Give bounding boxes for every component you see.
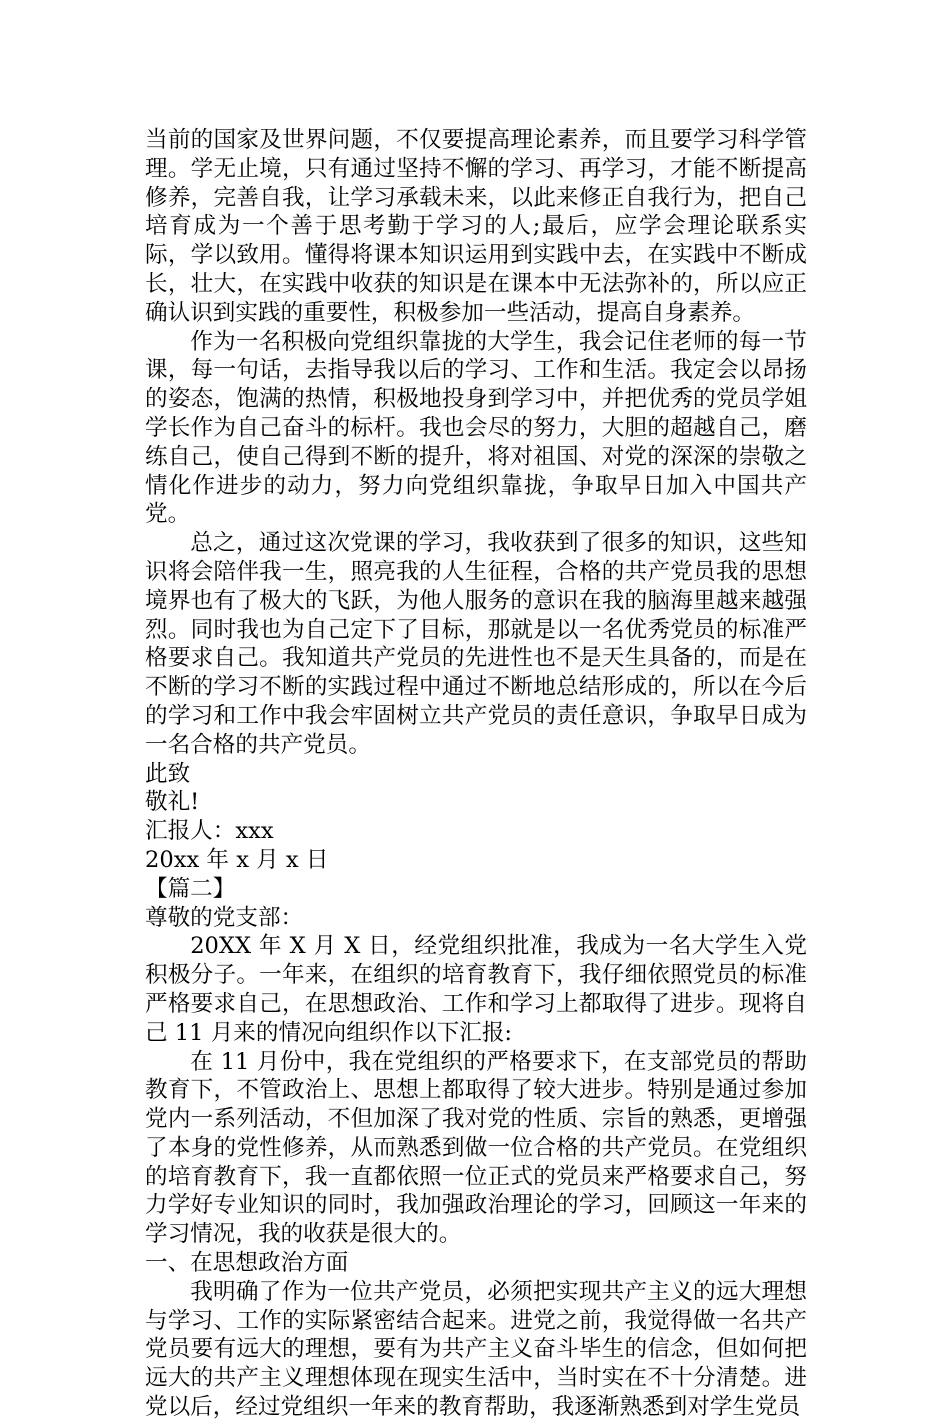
document-page bbox=[145, 126, 807, 1422]
greeting-line: 尊敬的党支部： bbox=[145, 904, 304, 931]
paragraph-november: 在 11 月份中，我在党组织的严格要求下，在支部党员的帮助教育下，不管政治上、思想上都取得了较大进步。特别是通过参加党内一系列活动，不但加深了我对党的性质、宗旨的熟悉，更增强了本身的党性修养，从而熟悉到做一位合格的共产党员。在党组织的培育教育下，我一直都依照一位正式的党员来严格要求自己，努力学好专业知识的同时，我加强政治理论的学习，回顾这一年来的学习情况，我的收获是很大的。 bbox=[145, 1048, 807, 1248]
closing-salutation: 此致 bbox=[145, 760, 191, 787]
closing-regards: 敬礼! bbox=[145, 789, 200, 816]
paragraph-study: 当前的国家及世界问题，不仅要提高理论素养，而且要学习科学管理。学无止境，只有通过坚持不懈的学习、再学习，才能不断提高修养，完善自我，让学习承载未来，以此来修正自我行为，把自己培育成为一个善于思考勤于学习的人;最后，应学会理论联系实际，学以致用。懂得将课本知识运用到实践中去，在实践中不断成长，壮大，在实践中收获的知识是在课本中无法弥补的，所以应正确认识到实践的重要性，积极参加一些活动，提高自身素养。 bbox=[145, 127, 807, 326]
paragraph-conclusion: 总之，通过这次党课的学习，我收获到了很多的知识，这些知识将会陪伴我一生，照亮我的人生征程，合格的共产党员我的思想境界也有了极大的飞跃，为他人服务的意识在我的脑海里越来越强烈。同时我也为自己定下了目标，那就是以一名优秀党员的标准严格要求自己。我知道共产党员的先进性也不是天生具备的，而是在不断的学习不断的实践过程中通过不断地总结形成的，所以在今后的学习和工作中我会牢固树立共产党员的责任意识，争取早日成为一名合格的共产党员。 bbox=[145, 530, 807, 758]
paragraph-ideals: 我明确了作为一位共产党员，必须把实现共产主义的远大理想与学习、工作的实际紧密结合起来。进党之前，我觉得做一名共产党员要有远大的理想，要有为共产主义奋斗毕生的信念，但如何把远大的共产主义理想体现在现实生活中，当时实在不十分清楚。进党以后，经过党组织一年来的教育帮助，我逐渐熟悉到对学生党员 bbox=[145, 1278, 807, 1421]
reporter-line: 汇报人：xxx bbox=[145, 818, 274, 845]
subheading-political-thought: 一、在思想政治方面 bbox=[145, 1250, 349, 1277]
section-heading-part-two: 【篇二】 bbox=[145, 875, 236, 902]
paragraph-intro: 20XX 年 X 月 X 日，经党组织批准，我成为一名大学生入党积极分子。一年来，在组织的培育教育下，我仔细依照党员的标准严格要求自己，在思想政治、工作和学习上都取得了进步。现将自己 11 月来的情况向组织作以下汇报: bbox=[145, 933, 807, 1046]
date-line: 20xx 年 x 月 x 日 bbox=[145, 846, 329, 873]
paragraph-commitment: 作为一名积极向党组织靠拢的大学生，我会记住老师的每一节课，每一句话，去指导我以后的学习、工作和生活。我定会以昂扬的姿态，饱满的热情，积极地投身到学习中，并把优秀的党员学姐学长作为自己奋斗的标杆。我也会尽的努力，大胆的超越自己，磨练自己，使自己得到不断的提升，将对祖国、对党的深深的崇敬之情化作进步的动力，努力向党组织靠拢，争取早日加入中国共产党。 bbox=[145, 328, 807, 528]
